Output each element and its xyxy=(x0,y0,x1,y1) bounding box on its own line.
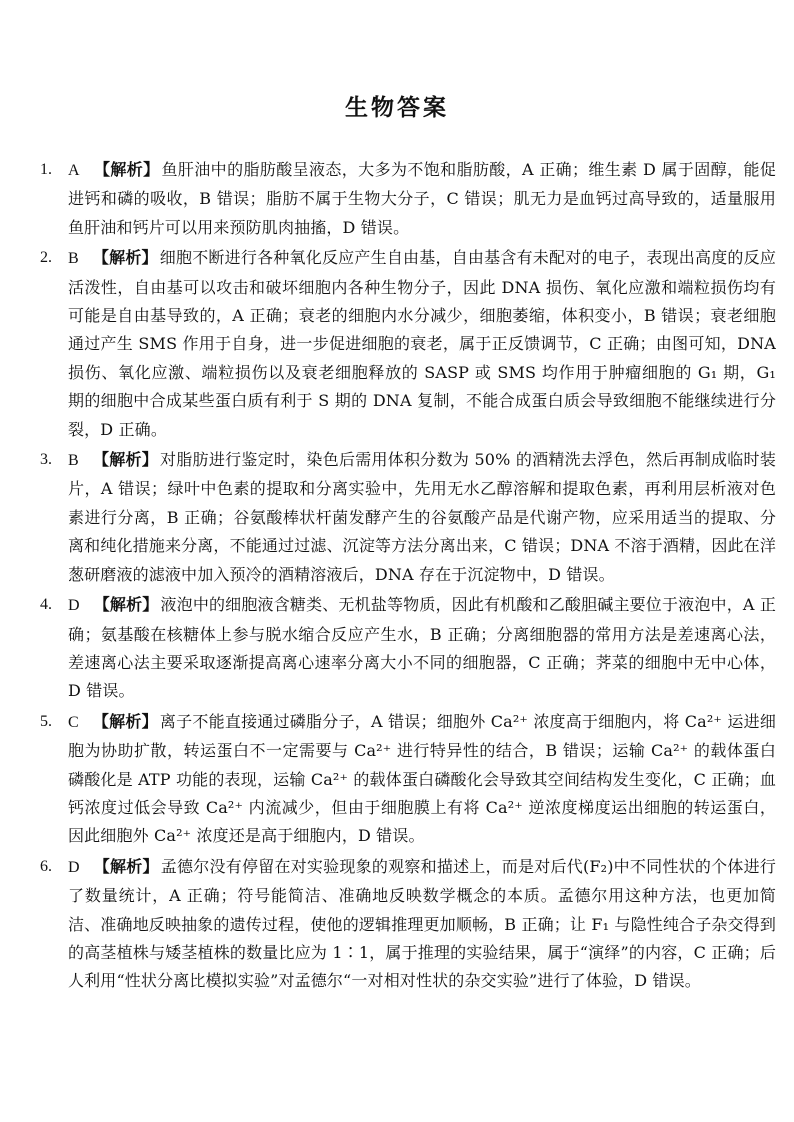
answer-text-block xyxy=(68,708,776,851)
analysis-tag: 【解析】 xyxy=(93,595,159,615)
answer-item-5 xyxy=(40,708,776,851)
question-number: 4. xyxy=(40,596,52,614)
question-number: 6. xyxy=(40,857,52,875)
analysis-tag: 【解析】 xyxy=(92,711,158,731)
answer-letter: A xyxy=(68,162,80,179)
answer-letter: D xyxy=(68,597,80,615)
analysis-tag: 【解析】 xyxy=(93,160,160,179)
answer-item-3 xyxy=(40,446,776,589)
question-number: 1. xyxy=(40,161,52,178)
answer-letter: C xyxy=(68,713,79,731)
analysis-text: 细胞不断进行各种氧化反应产生自由基，自由基含有未配对的电子，表现出高度的反应活泼性，自由基可以攻击和破坏细胞内各种生物分子，因此 DNA 损伤、氧化应激和端粒损伤均有可能是自由基导致的，A 正确；衰老的细胞内水分减少，细胞萎缩，体积变小，B 错误；衰老细胞通过产生 SMS 作用于自身，进一步促进细胞的衰老，属于正反馈调节，C 正确；由图可知，DNA 损伤、氧化应激、端粒损伤以及衰老细胞释放的 SASP 或 SMS 均作用于肿瘤细胞的 G₁ 期，G₁ 期的细胞中合成某些蛋白质有利于 S 期的 DNA 复制，不能合成蛋白质会导致细胞不能继续进行分裂，D 正确。 xyxy=(68,248,777,439)
analysis-text: 对脂肪进行鉴定时，染色后需用体积分数为 50% 的酒精洗去浮色，然后再制成临时装片，A 错误；绿叶中色素的提取和分离实验中，先用无水乙醇溶解和提取色素，再利用层析液对色素进行分离，B 正确；谷氨酸棒状杆菌发酵产生的谷氨酸产品是代谢产物，应采用适当的提取、分离和纯化措施来分离，不能通过过滤、沉淀等方法分离出来，C 错误；DNA 不溶于酒精，因此在洋葱研磨液的滤液中加入预冷的酒精溶液后，DNA 存在于沉淀物中，D 错误。 xyxy=(68,450,776,584)
answer-text-block xyxy=(68,244,776,444)
answer-text-block xyxy=(68,591,776,706)
question-number: 2. xyxy=(40,249,52,267)
analysis-tag: 【解析】 xyxy=(92,450,159,470)
analysis-tag: 【解析】 xyxy=(92,248,158,268)
question-number: 5. xyxy=(40,712,52,730)
question-number: 3. xyxy=(40,451,52,469)
answer-item-4 xyxy=(40,591,776,706)
answer-text-block xyxy=(68,446,776,589)
answer-text-block xyxy=(68,156,776,242)
answer-letter: D xyxy=(68,858,80,876)
page-title: 生物答案 xyxy=(345,95,449,121)
answer-list xyxy=(40,156,776,998)
answer-text-block xyxy=(68,853,776,996)
analysis-text: 鱼肝油中的脂肪酸呈液态，大多为不饱和脂肪酸，A 正确；维生素 D 属于固醇，能促进钙和磷的吸收，B 错误；脂肪不属于生物大分子，C 错误；肌无力是血钙过高导致的，适量服用鱼肝油和钙片可以用来预防肌肉抽搐，D 错误。 xyxy=(68,160,776,237)
answer-item-6 xyxy=(40,853,776,996)
answer-item-2 xyxy=(40,244,776,444)
analysis-text: 离子不能直接通过磷脂分子，A 错误；细胞外 Ca²⁺ 浓度高于细胞内，将 Ca²⁺ 运进细胞为协助扩散，转运蛋白不一定需要与 Ca²⁺ 进行特异性的结合，B 错误；运输 Ca²⁺ 的载体蛋白磷酸化是 ATP 功能的表现，运输 Ca²⁺ 的载体蛋白磷酸化会导致其空间结构发生变化，C 正确；血钙浓度过低会导致 Ca²⁺ 内流减少，但由于细胞膜上有将 Ca²⁺ 逆浓度梯度运出细胞的转运蛋白，因此细胞外 Ca²⁺ 浓度还是高于细胞内，D 错误。 xyxy=(68,711,776,846)
analysis-text: 液泡中的细胞液含糖类、无机盐等物质，因此有机酸和乙酸胆碱主要位于液泡中，A 正确；氨基酸在核糖体上参与脱水缩合反应产生水，B 正确；分离细胞器的常用方法是差速离心法，差速离心法主要采取逐渐提高离心速率分离大小不同的细胞器，C 正确；荠菜的细胞中无中心体，D 错误。 xyxy=(68,595,776,701)
analysis-tag: 【解析】 xyxy=(93,856,159,876)
answer-letter: B xyxy=(68,250,79,268)
analysis-text: 孟德尔没有停留在对实验现象的观察和描述上，而是对后代(F₂)中不同性状的个体进行了数量统计，A 正确；符号能简洁、准确地反映数学概念的本质。孟德尔用这种方法，也更加简洁、准确地反映抽象的遗传过程，使他的逻辑推理更加顺畅，B 正确；让 F₁ 与隐性纯合子杂交得到的高茎植株与矮茎植株的数量比应为 1∶1，属于推理的实验结果，属于“演绎”的内容，C 正确；后人利用“性状分离比模拟实验”对孟德尔“一对相对性状的杂交实验”进行了体验，D 错误。 xyxy=(68,856,776,991)
answer-item-1 xyxy=(40,156,776,242)
answer-letter: B xyxy=(68,452,79,470)
